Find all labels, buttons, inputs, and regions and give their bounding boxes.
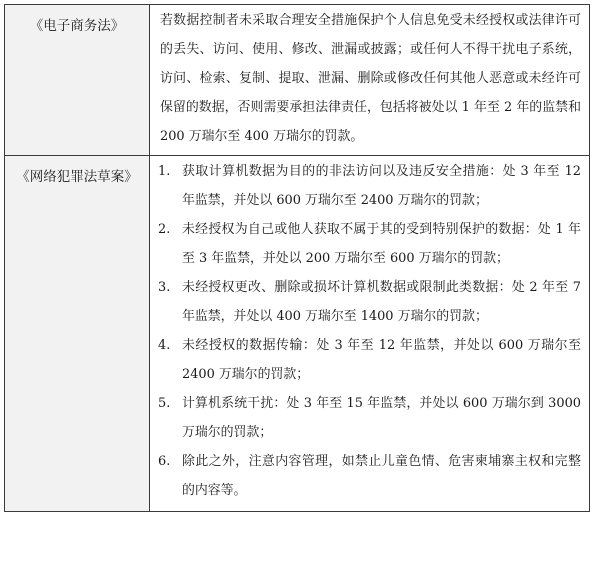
- list-item: [158, 157, 581, 215]
- list-item-number: 1.: [158, 164, 171, 179]
- list-item-text: 未经授权为自己或他人获取不属于其的受到特别保护的数据：处 1 年至 3 年监禁，并处以 200 万瑞尔至 600 万瑞尔的罚款；: [182, 222, 581, 266]
- law-name-cell: [5, 156, 150, 512]
- list-item: [158, 331, 581, 389]
- law-name-cell: [5, 5, 150, 156]
- list-item: [158, 273, 581, 331]
- list-item-text: 未经授权的数据传输：处 3 年至 12 年监禁，并处以 600 万瑞尔至 2400 万瑞尔的罚款；: [182, 338, 581, 382]
- law-penalty-table: [4, 4, 590, 512]
- list-item-text: 获取计算机数据为目的的非法访问以及违反安全措施：处 3 年至 12 年监禁，并处以 600 万瑞尔至 2400 万瑞尔的罚款；: [182, 164, 581, 208]
- list-item: [158, 447, 581, 505]
- list-item-number: 5.: [158, 396, 171, 411]
- law-name: 《电子商务法》: [29, 18, 125, 34]
- table-row-cybercrime-draft: [5, 156, 590, 512]
- list-item-number: 2.: [158, 222, 171, 237]
- list-item-text: 未经授权更改、删除或损坏计算机数据或限制此类数据：处 2 年至 7 年监禁，并处以 400 万瑞尔至 1400 万瑞尔的罚款；: [182, 280, 581, 324]
- list-item-number: 6.: [158, 454, 171, 469]
- table-row-ecommerce-law: [5, 5, 590, 156]
- law-name: 《网络犯罪法草案》: [16, 169, 138, 185]
- list-item: [158, 389, 581, 447]
- list-item-text: 计算机系统干扰：处 3 年至 15 年监禁，并处以 600 万瑞尔到 3000 万瑞尔的罚款；: [182, 396, 581, 440]
- penalty-list: [150, 156, 589, 511]
- list-item-number: 3.: [158, 280, 171, 295]
- list-item-text: 除此之外，注意内容管理，如禁止儿童色情、危害柬埔寨主权和完整的内容等。: [182, 454, 581, 498]
- law-content-cell: [150, 5, 590, 156]
- list-item-number: 4.: [158, 338, 171, 353]
- law-content-cell: [150, 156, 590, 512]
- law-description: 若数据控制者未采取合理安全措施保护个人信息免受未经授权或法律许可的丢失、访问、使用、修改、泄漏或披露；或任何人不得干扰电子系统，访问、检索、复制、提取、泄漏、删除或修改任何其他人恶意或未经许可保留的数据，否则需要承担法律责任，包括将被处以 1 年至 2 年的监禁和 200 万瑞尔至 400 万瑞尔的罚款。: [160, 13, 581, 144]
- list-item: [158, 215, 581, 273]
